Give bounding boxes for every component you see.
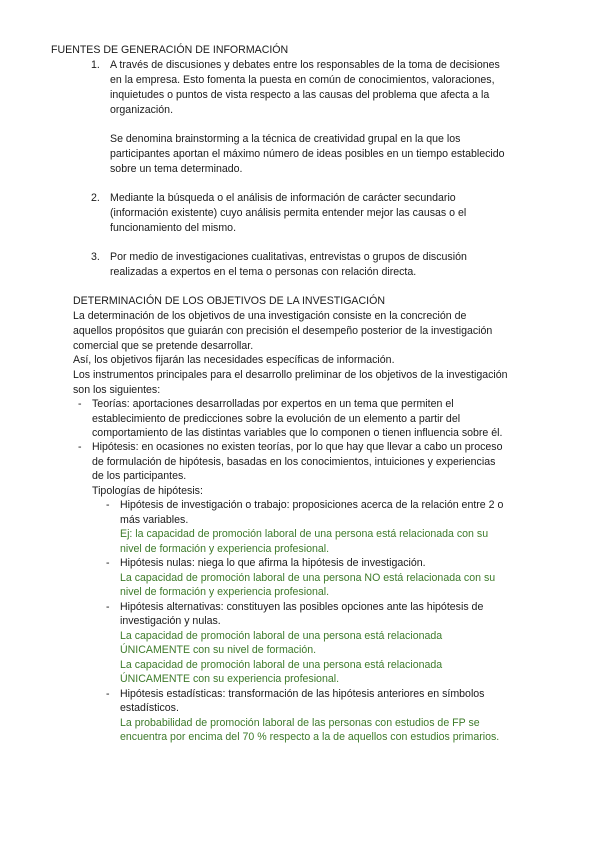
- paragraph-line: son los siguientes:: [73, 384, 161, 396]
- list-item-text: inquietudes o puntos de vista respecto a las causas del problema que afecta a la: [110, 89, 490, 101]
- bullet-text: establecimiento de predicciones sobre la evolución de un elemento a partir del: [92, 413, 461, 425]
- paragraph-line: Así, los objetivos fijarán las necesidades específicas de información.: [73, 354, 395, 366]
- bullet-dash: -: [78, 441, 82, 453]
- sub-bullet-dash: -: [106, 499, 110, 511]
- section-heading-fuentes: FUENTES DE GENERACIÓN DE INFORMACIÓN: [51, 44, 289, 56]
- typology-label: Tipologías de hipótesis:: [92, 485, 203, 497]
- example-text: La capacidad de promoción laboral de una persona está relacionada: [120, 630, 443, 642]
- section-heading-objetivos: DETERMINACIÓN DE LOS OBJETIVOS DE LA INVESTIGACIÓN: [73, 295, 385, 307]
- sub-bullet-text: investigación y nulas.: [120, 615, 221, 627]
- paragraph-line: Los instrumentos principales para el desarrollo preliminar de los objetivos de la investigación: [73, 369, 508, 381]
- list-number: 3.: [91, 251, 100, 263]
- sub-bullet-dash: -: [106, 557, 110, 569]
- example-text: ÚNICAMENTE con su nivel de formación.: [120, 644, 317, 656]
- example-text: nivel de formación y experiencia profesional.: [120, 586, 330, 598]
- example-text: nivel de formación y experiencia profesional.: [120, 543, 330, 555]
- sub-bullet-dash: -: [106, 601, 110, 613]
- sub-bullet-text: Hipótesis estadísticas: transformación de las hipótesis anteriores en símbolos: [120, 688, 485, 700]
- example-text: encuentra por encima del 70 % respecto a la de aquellos con estudios primarios.: [120, 731, 500, 743]
- example-text: La capacidad de promoción laboral de una persona NO está relacionada con su: [120, 572, 496, 584]
- list-item-text: realizadas a expertos en el tema o personas con relación directa.: [110, 266, 417, 278]
- list-item-text: (información existente) cuyo análisis permita entender mejor las causas o el: [110, 207, 467, 219]
- list-item-text: participantes aportan el máximo número de ideas posibles en un tiempo establecido: [110, 148, 505, 160]
- paragraph-line: La determinación de los objetivos de una investigación consiste en la concreción de: [73, 310, 467, 322]
- bullet-text: comportamiento de las distintas variables que lo componen o tienen influencia sobre él.: [92, 427, 503, 439]
- example-text: La capacidad de promoción laboral de una persona está relacionada: [120, 659, 443, 671]
- list-item-text: A través de discusiones y debates entre los responsables de la toma de decisiones: [110, 59, 500, 71]
- list-item-text: en la empresa. Esto fomenta la puesta en común de conocimientos, valoraciones,: [110, 74, 495, 86]
- list-item-text: sobre un tema determinado.: [110, 163, 243, 175]
- sub-bullet-text: estadísticos.: [120, 702, 179, 714]
- paragraph-line: comercial que se pretende desarrollar.: [73, 340, 254, 352]
- bullet-dash: -: [78, 398, 82, 410]
- bullet-text: Teorías: aportaciones desarrolladas por expertos en un tema que permiten el: [92, 398, 454, 410]
- example-text: La probabilidad de promoción laboral de las personas con estudios de FP se: [120, 717, 480, 729]
- sub-bullet-text: Hipótesis alternativas: constituyen las posibles opciones ante las hipótesis de: [120, 601, 484, 613]
- example-text: ÚNICAMENTE con su experiencia profesional.: [120, 673, 340, 685]
- bullet-text: de formulación de hipótesis, basadas en los conocimientos, intuiciones y experiencias: [92, 456, 496, 468]
- bullet-text: de los participantes.: [92, 470, 187, 482]
- list-item-text: organización.: [110, 104, 174, 116]
- list-number: 2.: [91, 192, 100, 204]
- list-item-text: Se denomina brainstorming a la técnica de creatividad grupal en la que los: [110, 133, 461, 145]
- list-item-text: funcionamiento del mismo.: [110, 222, 237, 234]
- sub-bullet-text: Hipótesis de investigación o trabajo: proposiciones acerca de la relación entre 2 o: [120, 499, 504, 511]
- bullet-text: Hipótesis: en ocasiones no existen teorías, por lo que hay que llevar a cabo un proceso: [92, 441, 503, 453]
- sub-bullet-text: más variables.: [120, 514, 189, 526]
- paragraph-line: aquellos propósitos que guiarán con precisión el desempeño posterior de la investigación: [73, 325, 493, 337]
- list-item-text: Por medio de investigaciones cualitativas, entrevistas o grupos de discusión: [110, 251, 467, 263]
- list-item-text: Mediante la búsqueda o el análisis de información de carácter secundario: [110, 192, 456, 204]
- sub-bullet-text: Hipótesis nulas: niega lo que afirma la hipótesis de investigación.: [120, 557, 426, 569]
- sub-bullet-dash: -: [106, 688, 110, 700]
- list-number: 1.: [91, 59, 100, 71]
- example-text: Ej: la capacidad de promoción laboral de una persona está relacionada con su: [120, 528, 489, 540]
